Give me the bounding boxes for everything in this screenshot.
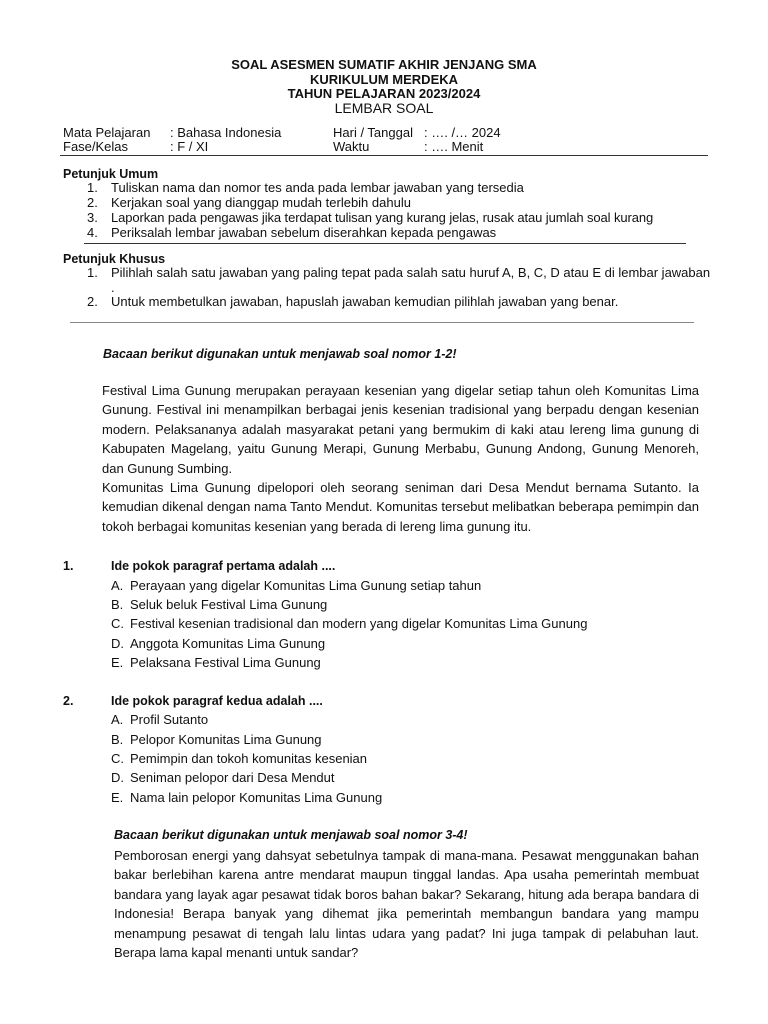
question-text: Ide pokok paragraf pertama adalah .... [111,559,336,573]
time-value: : …. Menit [424,139,484,154]
list-item [87,210,707,225]
list-item [87,180,707,195]
subject-label: Mata Pelajaran [63,125,151,140]
list-item [87,225,707,240]
list-text: Kerjakan soal yang dianggap mudah terlebih dahulu [111,195,411,210]
answer-option [111,616,711,632]
header-divider [60,155,708,156]
question-number: 1. [63,559,74,573]
list-text: Laporkan pada pengawas jika terdapat tulisan yang kurang jelas, rusak atau jumlah soal kurang [111,210,654,225]
answer-option [111,578,711,594]
exam-title-line4: LEMBAR SOAL [334,100,434,116]
class-label: Fase/Kelas [63,139,129,154]
list-item [87,294,707,309]
petunjuk-umum-divider [84,243,686,244]
list-number: 1. [87,180,98,195]
option-text: Seniman pelopor dari Desa Mendut [130,770,335,785]
petunjuk-umum-title: Petunjuk Umum [63,167,159,181]
list-text: Pilihlah salah satu jawaban yang paling tepat pada salah satu huruf A, B, C, D atau E di lembar jawaban . [111,265,711,295]
answer-option [111,770,711,786]
list-number: 2. [87,294,98,309]
list-number: 4. [87,225,98,240]
question-text: Ide pokok paragraf kedua adalah .... [111,694,323,708]
option-text: Anggota Komunitas Lima Gunung [130,636,326,651]
reading1-paragraph2: Komunitas Lima Gunung dipelopori oleh seorang seniman dari Desa Mendut bernama Sutanto. Ia kemudian dikenal dengan nama Tanto Mendut. Komunitas tersebut melibatkan beberapa pemimpin dan tokoh berbagai komunitas kesenian yang berada di lereng lima gunung itu. [102,480,699,534]
reading2-intro: Bacaan berikut digunakan untuk menjawab soal nomor 3-4! [114,828,468,842]
option-letter: B. [111,732,124,747]
list-text: Periksalah lembar jawaban sebelum diserahkan kepada pengawas [111,225,497,240]
time-label: Waktu [333,139,370,154]
date-value: : …. /… 2024 [424,125,501,140]
date-label: Hari / Tanggal [333,125,413,140]
list-item [87,195,707,210]
class-value: : F / XI [170,139,209,154]
option-letter: C. [111,616,124,631]
exam-title-line1: SOAL ASESMEN SUMATIF AKHIR JENJANG SMA [231,57,537,72]
option-text: Perayaan yang digelar Komunitas Lima Gunung setiap tahun [130,578,482,593]
list-number: 1. [87,265,98,280]
option-letter: D. [111,636,124,651]
exam-title-line2: KURIKULUM MERDEKA [309,72,459,87]
reading1-intro: Bacaan berikut digunakan untuk menjawab soal nomor 1-2! [103,347,457,361]
option-letter: E. [111,790,124,805]
list-text: Tuliskan nama dan nomor tes anda pada lembar jawaban yang tersedia [111,180,524,195]
reading2-paragraph1: Pemborosan energi yang dahsyat sebetulnya tampak di mana-mana. Pesawat menggunakan bahan bakar berlebihan karena antre mendarat maupun tinggal landas. Apa usaha pemerintah membuat bandara yang layak agar pesawat tidak boros bahan bakar? Sekarang, hitung ada berapa bandara di Indonesia! Berapa banyak yang dihemat jika pemerintah membangun bandara yang mampu menampung pesawat di tengah lalu lintas udara yang padat? Ini juga tampak di pelabuhan laut. Berapa lama kapal menanti untuk sandar? [114,848,699,961]
question-number: 2. [63,694,74,708]
list-number: 2. [87,195,98,210]
option-text: Profil Sutanto [130,712,209,727]
option-text: Festival kesenian tradisional dan modern yang digelar Komunitas Lima Gunung [130,616,588,631]
option-letter: C. [111,751,124,766]
petunjuk-khusus-divider [70,322,694,323]
option-letter: A. [111,712,124,727]
answer-option [111,636,711,652]
option-letter: A. [111,578,124,593]
subject-value: : Bahasa Indonesia [170,125,282,140]
reading1-paragraph1: Festival Lima Gunung merupakan perayaan kesenian yang digelar setiap tahun oleh Komunitas Lima Gunung. Festival ini menampilkan berbagai jenis kesenian tradisional yang berpadu dengan kesenian modern. Pelaksananya adalah masyarakat petani yang bermukim di kaki atau lereng lima gunung di Kabupaten Magelang, yaitu Gunung Merapi, Gunung Merbabu, Gunung Andong, Gunung Menoreh, dan Gunung Sumbing. [102,383,699,476]
option-text: Pelopor Komunitas Lima Gunung [130,732,322,747]
option-letter: B. [111,597,124,612]
option-text: Pemimpin dan tokoh komunitas kesenian [130,751,368,766]
option-text: Seluk beluk Festival Lima Gunung [130,597,328,612]
answer-option [111,732,711,748]
answer-option [111,751,711,767]
list-item [87,265,711,295]
option-letter: D. [111,770,124,785]
answer-option [111,655,711,671]
list-number: 3. [87,210,98,225]
option-text: Nama lain pelopor Komunitas Lima Gunung [130,790,383,805]
exam-title-line3: TAHUN PELAJARAN 2023/2024 [287,86,481,101]
option-text: Pelaksana Festival Lima Gunung [130,655,321,670]
option-letter: E. [111,655,124,670]
answer-option [111,790,711,806]
petunjuk-khusus-title: Petunjuk Khusus [63,252,166,266]
answer-option [111,712,711,728]
answer-option [111,597,711,613]
list-text: Untuk membetulkan jawaban, hapuslah jawaban kemudian pilihlah jawaban yang benar. [111,294,619,309]
